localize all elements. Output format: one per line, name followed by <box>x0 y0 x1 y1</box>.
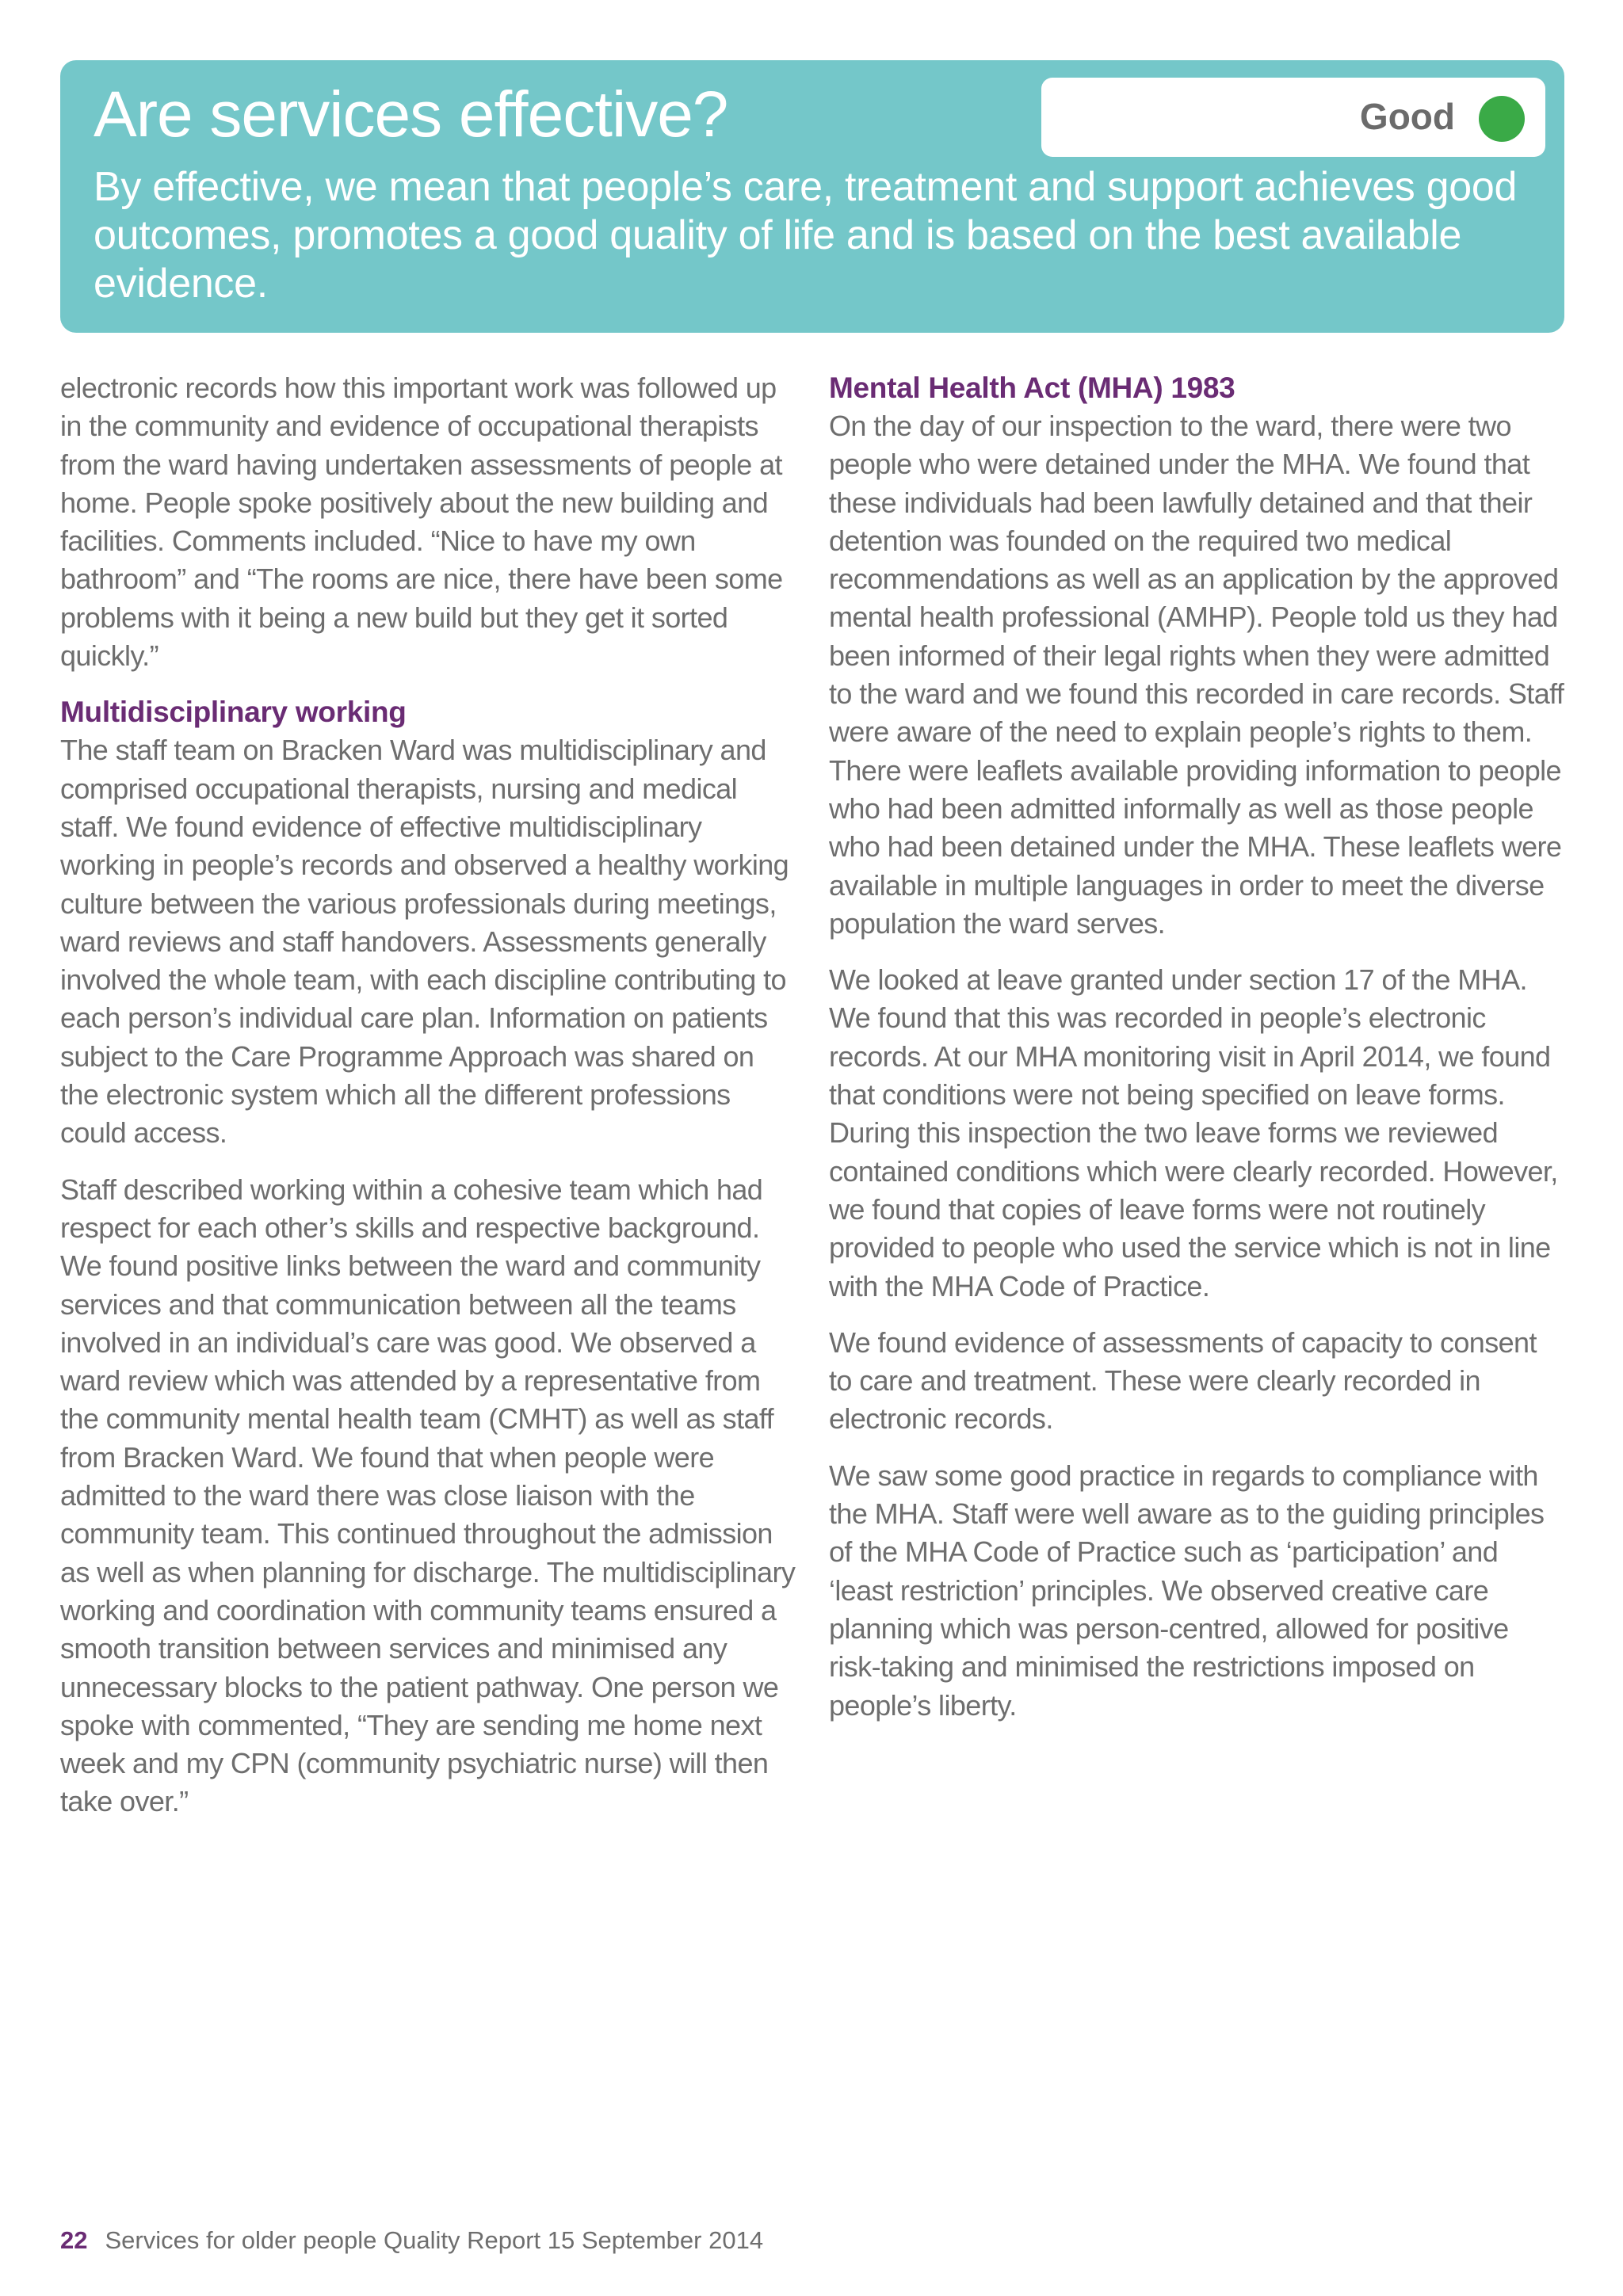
footer-text: Services for older people Quality Report 15 September 2014 <box>105 2226 764 2254</box>
paragraph: We saw some good practice in regards to compliance with the MHA. Staff were well aware as to the guiding principles of the MHA Code of Practice such as ‘participation’ and ‘least restriction’ principles. We observed creative care planning which was person-centred, allowed for positive risk-taking and minimised the restrictions imposed on people’s liberty. <box>829 1459 1545 1722</box>
rating-badge <box>1041 78 1545 157</box>
page-footer <box>60 2226 763 2255</box>
section-heading-multidisciplinary: Multidisciplinary working <box>60 696 407 729</box>
page-number: 22 <box>60 2226 88 2254</box>
rating-label: Good <box>1359 96 1455 137</box>
paragraph: We found evidence of assessments of capacity to consent to care and treatment. These were clearly recorded in electronic records. <box>829 1325 1537 1436</box>
rating-indicator-icon <box>1479 96 1525 142</box>
left-column <box>60 369 799 1840</box>
paragraph: electronic records how this important work was followed up in the community and evidence of occupational therapists from the ward having undertaken assessments of people at home. People spoke positively about the new building and facilities. Comments included. “Nice to have my own bathroom” and “The rooms are nice, there have been some problems with it being a new build but they get it sorted quickly.” <box>60 372 783 673</box>
banner-subtitle: By effective, we mean that people’s care, treatment and support achieves good outcomes, promotes a good quality of life and is based on the best available evidence. <box>94 164 1518 307</box>
paragraph: On the day of our inspection to the ward, there were two people who were detained under the MHA. We found that these individuals had been lawfully detained and that their detention was founded on the required two medical recommendations as well as an application by the approved mental health professional (AMHP). People told us they had been informed of their legal rights when they were admitted to the ward and we found this recorded in care records. Staff were aware of the need to explain people’s rights to them. There were leaflets available providing information to people who had been admitted informally as well as those people who had been detained under the MHA. These leaflets were available in multiple languages in order to meet the diverse population the ward serves. <box>829 410 1564 940</box>
paragraph: The staff team on Bracken Ward was multidisciplinary and comprised occupational therapists, nursing and medical staff. We found evidence of effective multidisciplinary working in people’s records and observed a healthy working culture between the various professionals during meetings, ward reviews and staff handovers. Assessments generally involved the whole team, with each discipline contributing to each person’s individual care plan. Information on patients subject to the Care Programme Approach was shared on the electronic system which all the different professions could access. <box>60 734 789 1150</box>
section-heading-mha: Mental Health Act (MHA) 1983 <box>829 372 1235 404</box>
page-title: Are services effective? <box>94 78 728 151</box>
header-banner <box>60 60 1564 333</box>
paragraph: We looked at leave granted under section 17 of the MHA. We found that this was recorded in people’s electronic records. At our MHA monitoring visit in April 2014, we found that conditions were not being specified on leave forms. During this inspection the two leave forms we reviewed contained conditions which were clearly recorded. However, we found that copies of leave forms were not routinely provided to people who used the service which is not in line with the MHA Code of Practice. <box>829 963 1558 1302</box>
paragraph: Staff described working within a cohesive team which had respect for each other’s skills and respective background. We found positive links between the ward and community services and that communication between all the teams involved in an individual’s care was good. We observed a ward review which was attended by a representative from the community mental health team (CMHT) as well as staff from Bracken Ward. We found that when people were admitted to the ward there was close liaison with the community team. This continued throughout the admission as well as when planning for discharge. The multidisciplinary working and coordination with community teams ensured a smooth transition between services and minimised any unnecessary blocks to the patient pathway. One person we spoke with commented, “They are sending me home next week and my CPN (community psychiatric nurse) will then take over.” <box>60 1173 796 1818</box>
right-column <box>829 369 1566 1743</box>
